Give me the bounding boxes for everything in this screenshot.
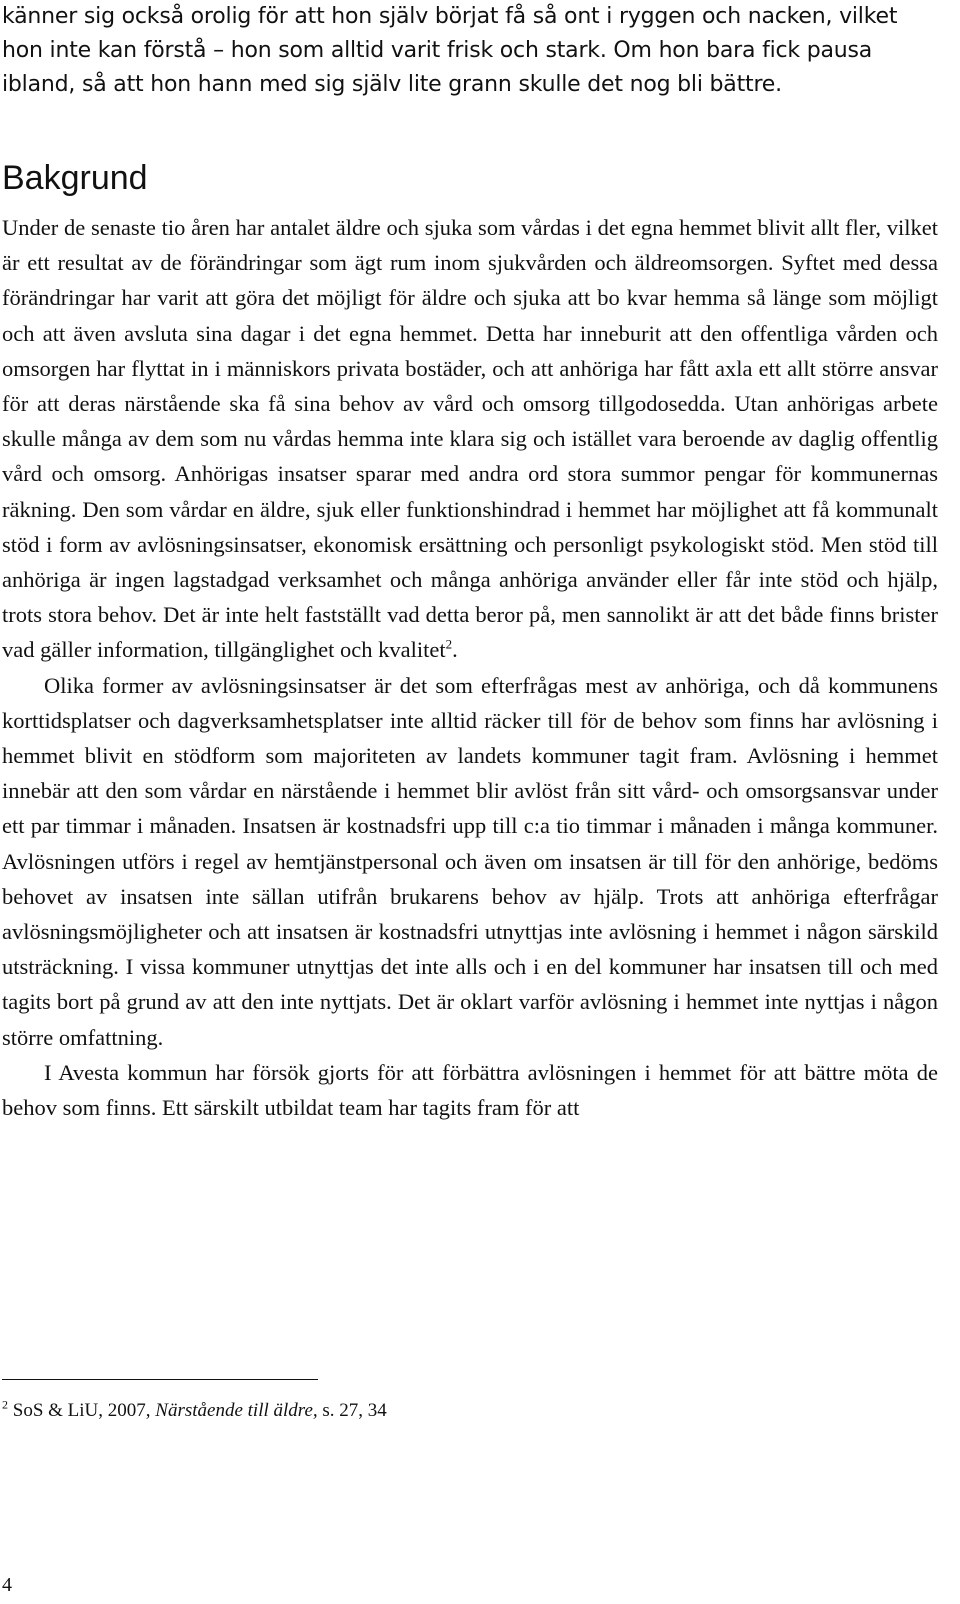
body-paragraph-1-text: Under de senaste tio åren har antalet äldre och sjuka som vårdas i det egna hemmet blivit allt fler, vilket är ett resultat av de förändringar som ägt rum inom sjukvården och äldreomsorgen. Syftet med dessa förändringar har varit att göra det möjligt för äldre och sjuka att bo kvar hemma så länge som möjligt och att även avsluta sina dagar i det egna hemmet. Detta har inneburit att den offentliga vården och omsorgen har flyttat in i människors privata bostäder, och att anhöriga har fått axla ett allt större ansvar för att deras närstående ska få sina behov av vård och omsorg tillgodosedda. Utan anhörigas arbete skulle många av dem som nu vårdas hemma inte klara sig och istället vara beroende av daglig offentlig vård och omsorg. Anhörigas insatser sparar med andra ord stora summor pengar för kommunernas räkning. Den som vårdar en äldre, sjuk eller funktionshindrad i hemmet har möjlighet att få kommunalt stöd i form av avlösningsinsatser, ekonomisk ersättning och personligt psykologiskt stöd. Men stöd till anhöriga är ingen lagstadgad verksamhet och många anhöriga använder eller får inte stöd och hjälp, trots stora behov. Det är inte helt fastställt vad detta beror på, men sannolikt är att det både finns brister vad gäller information, tillgänglighet och kvalitet: [2, 215, 938, 663]
section-body: [2, 210, 938, 1125]
footnote: [2, 1396, 387, 1426]
footnote-reference[interactable]: 2: [445, 636, 453, 652]
body-paragraph-1: [2, 210, 938, 668]
body-paragraph-3: I Avesta kommun har försök gjorts för att förbättra avlösningen i hemmet för att bättre möta de behov som finns. Ett särskilt utbildat team har tagits fram för att: [2, 1059, 938, 1121]
footnote-number: 2: [2, 1397, 8, 1412]
footnote-text-before: SoS & LiU, 2007,: [8, 1400, 156, 1421]
footnote-text-after: s. 27, 34: [317, 1400, 387, 1421]
footnote-separator: [2, 1379, 318, 1380]
footnote-title: Närstående till äldre,: [155, 1400, 318, 1421]
section-heading: Bakgrund: [2, 159, 148, 197]
body-paragraph-2: Olika former av avlösningsinsatser är det som efterfrågas mest av anhöriga, och då kommunens korttidsplatser och dagverksamhetsplatser inte alltid räcker till för de behov som finns har avlösning i hemmet blivit en stödform som majoriteten av landets kommuner tagit fram. Avlösning i hemmet innebär att den som vårdar en närstående i hemmet blir avlöst från sitt vård- och omsorgsansvar under ett par timmar i månaden. Insatsen är kostnadsfri upp till c:a tio timmar i månaden i många kommuner. Avlösningen utförs i regel av hemtjänstpersonal och även om insatsen är till för den anhörige, bedöms behovet av insatsen inte sällan utifrån brukarens behov av hjälp. Trots att anhöriga efterfrågar avlösningsmöjligheter och att insatsen är kostnadsfri utnyttjas inte avlösning i hemmet i någon särskild utsträckning. I vissa kommuner utnyttjas det inte alls och i en del kommuner har insatsen till och med tagits bort på grund av att den inte nyttjats. Det är oklart varför avlösning i hemmet inte nyttjas i någon större omfattning.: [2, 672, 938, 1050]
intro-paragraph: känner sig också orolig för att hon själv börjat få så ont i ryggen och nacken, vilket hon inte kan förstå – hon som alltid varit frisk och stark. Om hon bara fick pausa ibland, så att hon hann med sig själv lite grann skulle det nog bli bättre.: [2, 4, 898, 97]
body-paragraph-1-tail: .: [452, 637, 458, 663]
page-number: 4: [2, 1574, 12, 1596]
